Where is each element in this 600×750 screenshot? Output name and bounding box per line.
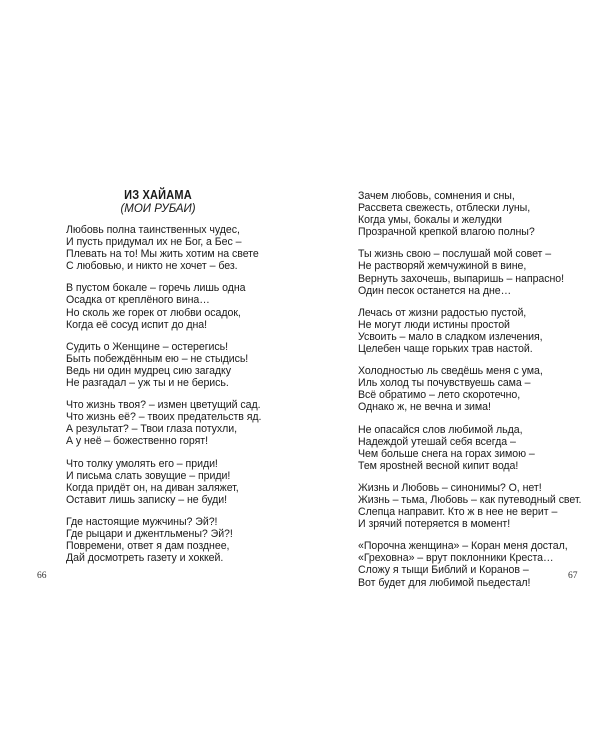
verse-line: Прозрачной крепкой влагою полны?: [358, 226, 535, 239]
verse-line: Целебен чаще горьких трав настой.: [358, 343, 533, 356]
stanza: [66, 516, 261, 564]
left-verses: [66, 224, 261, 574]
verse-line: Повремени, ответ я дам позднее,: [66, 540, 230, 553]
verse-line: Но сколь же горек от любви осадок,: [66, 306, 241, 319]
poem-title: ИЗ ХАЙАМА: [124, 188, 192, 202]
verse-line: Вернуть захочешь, выпаришь – напрасно!: [358, 272, 565, 285]
verse-line: И зрячий потеряется в момент!: [358, 518, 511, 531]
verse-line: Не растворяй жемчужиной в вине,: [358, 260, 527, 273]
verse-line: Осадка от креплёного вина…: [66, 294, 210, 307]
verse-line: Ведь ни один мудрец сию загадку: [66, 364, 232, 377]
verse-line: Лечась от жизни радостью пустой,: [358, 306, 527, 319]
verse-line: Вот будет для любимой пьедестал!: [358, 576, 531, 589]
verse-line: Что жизнь её? – твоих предательств яд.: [66, 411, 262, 424]
verse-line: С любовью, и никто не хочет – без.: [66, 260, 238, 273]
verse-line: Дай досмотреть газету и хоккей.: [66, 552, 224, 565]
verse-line: Жизнь – тьма, Любовь – как путеводный свет.: [358, 493, 582, 506]
verse-line: А у неё – божественно горят!: [66, 435, 208, 448]
stanza: [358, 307, 581, 355]
verse-line: В пустом бокале – горечь лишь одна: [66, 282, 246, 295]
stanza: [66, 282, 261, 330]
verse-line: Холодностью ль сведёшь меня с ума,: [358, 365, 543, 378]
verse-line: Когда её сосуд испит до дна!: [66, 318, 208, 331]
verse-line: Однако ж, не вечна и зима!: [358, 401, 491, 414]
verse-line: Жизнь и Любовь – синонимы? О, нет!: [358, 481, 542, 494]
stanza: [358, 424, 581, 472]
verse-line: Не могут люди истины простой: [358, 318, 510, 331]
page-number-right: 67: [568, 571, 578, 581]
stanza: [358, 365, 581, 413]
verse-line: А результат? – Твои глаза потухли,: [66, 423, 237, 436]
right-page: [300, 0, 600, 750]
stanza: [358, 248, 581, 296]
verse-line: «Порочна женщина» – Коран меня достал,: [358, 540, 568, 553]
poem-subtitle: (МОИ РУБАИ): [120, 203, 196, 215]
verse-line: Чем больше снега на горах зимою –: [358, 447, 535, 460]
stanza: [358, 190, 581, 238]
verse-line: И письма слать зовущие – приди!: [66, 469, 231, 482]
verse-line: Когда умы, бокалы и желудки: [358, 214, 502, 227]
stanza: [66, 224, 261, 272]
page-number-left: 66: [37, 571, 47, 581]
verse-line: Рассвета свежесть, отблески луны,: [358, 202, 531, 215]
stanza: [66, 399, 261, 447]
verse-line: Иль холод ты почувствуешь сама –: [358, 377, 531, 390]
verse-line: Надеждой утешай себя всегда –: [358, 435, 516, 448]
verse-line: Что толку умолять его – приди!: [66, 457, 218, 470]
verse-line: Плевать на то! Мы жить хотим на свете: [66, 248, 259, 261]
verse-line: Всё обратимо – лето скоротечно,: [358, 389, 521, 402]
stanza: [66, 458, 261, 506]
verse-line: Где рыцари и джентльмены? Эй?!: [66, 527, 233, 540]
verse-line: Один песок останется на дне…: [358, 284, 512, 297]
verse-line: Любовь полна таинственных чудес,: [66, 224, 240, 236]
verse-line: «Греховна» – врут поклонники Креста…: [358, 552, 554, 565]
verse-line: Судить о Женщине – остерегись!: [66, 340, 229, 353]
poem-heading: [58, 188, 258, 216]
verse-line: Ты жизнь свою – послушай мой совет –: [358, 248, 552, 261]
verse-line: Не опасайся слов любимой льда,: [358, 423, 523, 436]
verse-line: Когда придёт он, на диван заляжет,: [66, 481, 239, 494]
stanza: [66, 341, 261, 389]
right-verses: [358, 190, 581, 599]
verse-line: Сложу я тыщи Библий и Коранов –: [358, 564, 529, 577]
verse-line: Быть побеждённым ею – не стыдись!: [66, 352, 249, 365]
verse-line: Не разгадал – уж ты и не берись.: [66, 377, 229, 390]
verse-line: Тем ярostней весной кипит вода!: [358, 459, 519, 472]
verse-line: И пусть придумал их не Бог, а Бес –: [66, 236, 242, 249]
verse-line: Что жизнь твоя? – измен цветущий сад.: [66, 399, 261, 412]
verse-line: Оставит лишь записку – не буди!: [66, 493, 228, 506]
verse-line: Слепца направит. Кто ж в нее не верит –: [358, 506, 558, 519]
stanza: [358, 482, 581, 530]
verse-line: Зачем любовь, сомнения и сны,: [358, 190, 515, 202]
verse-line: Где настоящие мужчины? Эй?!: [66, 515, 218, 528]
verse-line: Усвоить – мало в сладком излечения,: [358, 330, 543, 343]
stanza: [358, 540, 581, 588]
